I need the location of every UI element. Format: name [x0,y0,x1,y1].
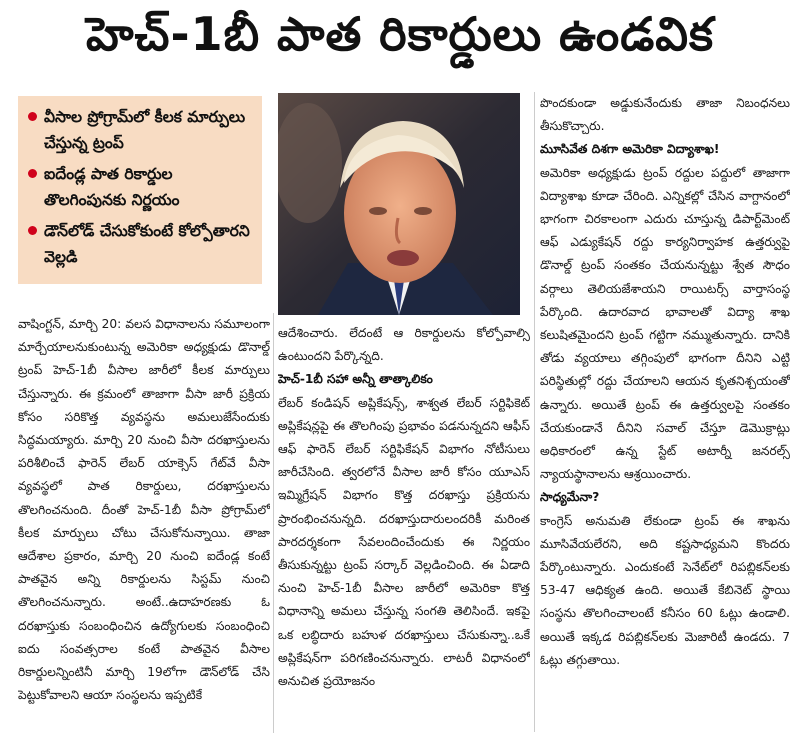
bullet-icon [28,226,37,235]
subheading: మూసివేత దిశగా అమెరికా విద్యాశాఖ! [540,142,720,157]
highlight-text: డౌన్‌లోడ్ చేసుకోకుంటే కోల్పోతారని వెల్లడి [44,222,250,266]
highlight-text: వీసాల ప్రోగ్రామ్‌లో కీలక మార్పులు చేస్తున్న ట్రంప్ [44,108,246,152]
paragraph: అమెరికా అధ్యక్షుడు ట్రంప్ రద్దుల పద్దులో తాజాగా విద్యాశాఖ కూడా చేరింది. ఎన్నికల్లో చేసిన వాగ్దానంలో భాగంగా చిరకాలంగా ఎదురు చూస్తున్న డిపార్ట్‌మెంట్ ఆఫ్ ఎడ్యుకేషన్ రద్దు కార్యనిర్వాహక ఉత్తర్వుపై డొనాల్డ్ ట్రంప్ సంతకం చేయనున్నట్టు శ్వేత సౌధం వర్గాలు తెలియజేశాయని రాయిటర్స్ వార్తాసంస్థ పేర్కొంది. ఉదారవాద భావాలతో విద్యా శాఖ కలుషితమైందని ట్రంప్ గట్టిగా నమ్ముతున్నారు. దానికి తోడు వ్యయాలు తగ్గింపులో భాగంగా దీనిని ఎట్టి పరిస్థితుల్లో రద్దు చేయాలని ఆయన కృతనిశ్చయంతో ఉన్నారు. అయితే ట్రంప్ ఈ ఉత్తర్వులపై సంతకం చేయకుండానే దీనిని సవాల్ చేస్తూ డెమొక్రాట్లు అధికారంలో ఉన్న స్టేట్ అటార్నీ జనరల్స్ న్యాయస్థానాలను ఆశ్రయించారు. [540,165,790,482]
paragraph: లేబర్ కండిషన్ అప్లికేషన్స్, శాశ్వత లేబర్ సర్టిఫికెట్ అప్లికేషన్లపై ఈ తొలగింపు ప్రభావం పడనున్నదని ఆఫీస్ ఆఫ్ ఫారెన్ లేబర్ సర్టిఫికేషన్ విభాగం నోటీసులు జారీచేసింది. త్వరలోనే వీసాల జారీ కోసం యూఎస్ ఇమ్మిగ్రేషన్ విభాగం కొత్త దరఖాస్తు ప్రక్రియను ప్రారంభించనున్నది. దరఖాస్తుదారులందరికీ మరింత పారదర్శకంగా సేవలందించేందుకు ఈ నిర్ణయం తీసుకున్నట్టు ట్రంప్ సర్కార్ వెల్లడించింది. ఈ ఏడాది నుంచి హెచ్-1బీ వీసాల జారీలో అమెరికా కొత్త విధానాన్ని అమలు చేస్తున్న సంగతి తెలిసిందే. ఇకపై ఒక లబ్ధిదారు బహుళ దరఖాస్తులు చేసుకున్నా..ఒకే అప్లికేషన్‌గా పరిగణించనున్నారు. లాటరీ విధానంలో అనుచిత ప్రయోజనం [278,395,530,689]
highlight-text: ఐదేండ్ల పాత రికార్డుల తొలగింపునకు నిర్ణయం [44,165,180,209]
column-divider [273,313,274,733]
column-divider [534,92,535,732]
article-column-3 [540,92,790,739]
paragraph: ఆదేశించారు. లేదంటే ఆ రికార్డులను కోల్పోవాల్సి ఉంటుందని పేర్కొన్నది. [278,326,530,364]
portrait-photo [278,93,520,315]
paragraph: కాంగ్రెస్ అనుమతి లేకుండా ట్రంప్ ఈ శాఖను మూసివేయలేరని, అది కష్టసాధ్యమని కొందరు పేర్కొంటున్నారు. ఎందుకంటే సెనేట్‌లో రిపబ్లికన్‌లకు 53-47 ఆధిక్యత ఉంది. అయితే కేబినెట్ స్థాయి సంస్థను తొలగించాలంటే కనీసం 60 ఓట్లు ఉండాలి. అయితే ఇక్కడ రిపబ్లికన్‌లకు మెజారిటీ ఉండదు. 7 ఓట్లు తగ్గుతాయి. [540,513,790,667]
article-column-2 [278,322,530,739]
subheading: హెచ్-1బీ సహా అన్నీ తాత్కాలికం [278,372,433,387]
bullet-icon [28,112,37,121]
article-column-1 [18,313,270,739]
highlights-box [18,96,262,284]
highlight-item [28,218,254,270]
highlight-item [28,161,254,213]
bullet-icon [28,169,37,178]
paragraph: వాషింగ్టన్, మార్చి 20: వలస విధానాలను సమూలంగా మార్చేయాలనుకుంటున్న అమెరికా అధ్యక్షుడు డొనాల్డ్ ట్రంప్ హెచ్-1బీ వీసాల జారీలో కీలక మార్పులు చేస్తున్నారు. ఈ క్రమంలో తాజాగా వీసా జారీ ప్రక్రియ కోసం సరికొత్త వ్యవస్థను అమలుజేసేందుకు సిద్ధమయ్యారు. మార్చి 20 నుంచి వీసా దరఖాస్తులను పరిశీలించే ఫారెన్ లేబర్ యాక్సెస్ గేట్‌వే వీసా వ్యవస్థలో పాత రికార్డులు, దరఖాస్తులను తొలగించనుంది. దీంతో హెచ్-1బీ వీసా ప్రోగ్రామ్‌లో కీలక మార్పులు చోటు చేసుకోనున్నాయి. తాజా ఆదేశాల ప్రకారం, మార్చి 20 నుంచి ఐదేండ్ల కంటే పాతవైన అన్ని రికార్డులను సిస్టమ్ నుంచి తొలగించనున్నారు. అంటే..ఉదాహరణకు ఓ దరఖాస్తుకు సంబంధించిన ఉద్యోగులకు సంబంధించి ఐదు సంవత్సరాల కంటే పాతవైన వీసాల రికార్డులన్నింటినీ మార్చి 19లోగా డౌన్‌లోడ్ చేసి పెట్టుకోవాలని ఆయా సంస్థలను ఇప్పటికే [18,317,270,703]
highlight-item [28,104,254,156]
subheading: సాధ్యమేనా? [540,490,600,505]
paragraph: పొందకుండా అడ్డుకునేందుకు తాజా నిబంధనలు తీసుకొచ్చారు. [540,96,790,134]
headline: హెచ్-1బీ పాత రికార్డులు ఉండవిక [86,7,714,61]
